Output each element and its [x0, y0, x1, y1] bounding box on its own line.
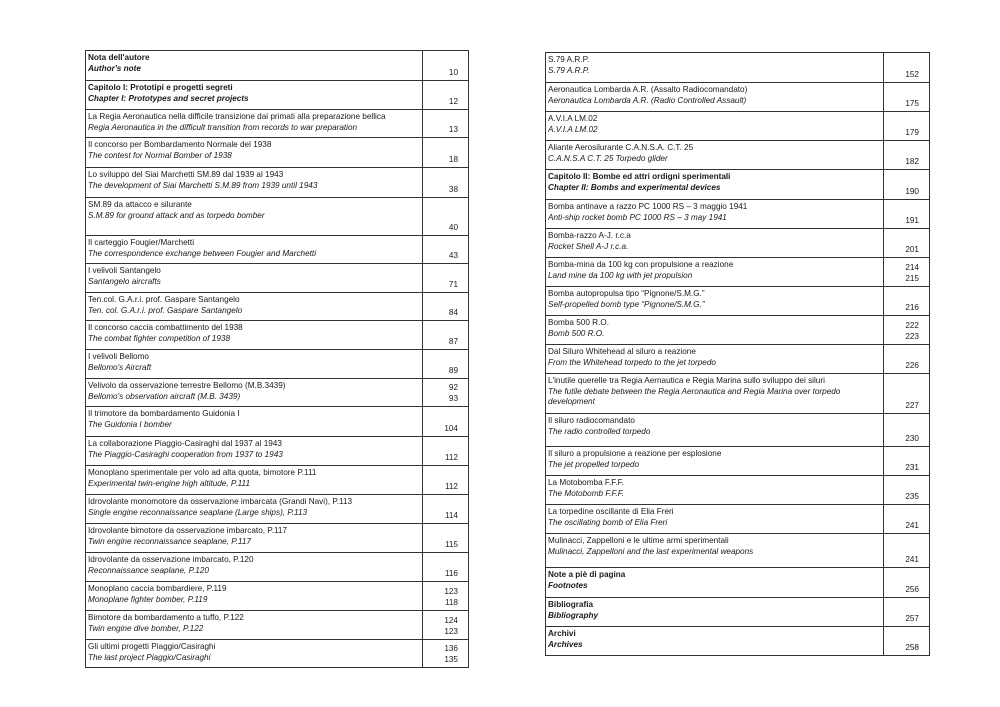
entry-title-italian: Bomba-razzo A-J. r.c.a — [548, 231, 631, 240]
entry-title-english: Chapter I: Prototypes and secret projects — [88, 93, 249, 103]
toc-table-left — [85, 50, 469, 668]
page-number: 18 — [448, 154, 458, 164]
toc-entry — [546, 374, 930, 414]
entry-title-english: Monoplane fighter bomber, P.119 — [88, 594, 208, 604]
entry-title-english: Author's note — [88, 63, 141, 73]
entry-title-english: S.79 A.R.P. — [548, 65, 590, 75]
page-number: 223 — [905, 331, 919, 341]
page-number-cell — [423, 293, 469, 321]
entry-title-cell — [86, 495, 423, 524]
entry-title-cell — [546, 505, 884, 534]
entry-title-english: Archives — [548, 639, 583, 649]
entry-title-italian: SM.89 da attacco e silurante — [88, 200, 192, 209]
page-number-cell — [884, 345, 930, 374]
toc-entry — [86, 110, 469, 138]
entry-title-italian: Bomba-mina da 100 kg con propulsione a reazione — [548, 260, 734, 269]
entry-title-italian: Capitolo II: Bombe ed attri ordigni sperimentali — [548, 172, 731, 181]
entry-title-italian: Capitolo I: Prototipi e progetti segreti — [88, 83, 233, 92]
entry-title-italian: Gli ultimi progetti Piaggio/Casiraghi — [88, 642, 216, 651]
page-number: 123 — [444, 587, 458, 596]
toc-entry — [86, 407, 469, 437]
toc-entry — [546, 476, 930, 505]
page-number: 112 — [444, 452, 458, 462]
entry-title-english: Self-propelled bomb type “Pignone/S.M.G.” — [548, 299, 705, 309]
page-number-cell — [423, 81, 469, 110]
entry-title-cell — [546, 83, 884, 112]
page-number-cell — [423, 582, 469, 611]
toc-entry — [546, 627, 930, 656]
page-number: 123 — [444, 626, 458, 636]
page-number: 216 — [905, 302, 919, 312]
page-number-cell — [423, 466, 469, 495]
page-number: 201 — [905, 244, 919, 254]
entry-title-english: Experimental twin-engine high altitude, P.111 — [88, 478, 251, 488]
entry-title-cell — [546, 447, 884, 476]
entry-title-cell — [546, 568, 884, 598]
page-number-cell — [423, 350, 469, 379]
page-number-cell — [423, 379, 469, 407]
toc-entry — [86, 168, 469, 198]
entry-title-cell — [546, 345, 884, 374]
page-number: 93 — [448, 393, 458, 403]
page-number: 71 — [448, 279, 458, 289]
entry-title-cell — [86, 407, 423, 437]
page-number-cell — [423, 110, 469, 138]
entry-title-cell — [86, 640, 423, 668]
entry-title-italian: A.V.I.A LM.02 — [548, 114, 598, 123]
entry-title-english: Land mine da 100 kg with jet propulsion — [548, 270, 693, 280]
toc-entry — [86, 379, 469, 407]
entry-title-italian: Aeronautica Lombarda A.R. (Assalto Radiocomandato) — [548, 85, 748, 94]
entry-title-cell — [86, 582, 423, 611]
entry-title-english: The futile debate between the Regia Aeronautica and Regia Marina over torpedo development — [548, 386, 841, 406]
page-number-cell — [423, 495, 469, 524]
entry-title-english: The radio controlled torpedo — [548, 426, 651, 436]
page-number-cell — [884, 170, 930, 200]
page-number-cell — [884, 374, 930, 414]
toc-entry — [86, 138, 469, 168]
page-number-cell — [884, 53, 930, 83]
page-number: 136 — [444, 644, 458, 653]
page-number-cell — [423, 321, 469, 350]
entry-title-italian: S.79 A.R.P. — [548, 55, 590, 64]
entry-title-italian: L'inutile querelle tra Regia Aernautica e Regia Marina sullo sviluppo dei siluri — [548, 376, 825, 385]
toc-entry — [86, 495, 469, 524]
entry-title-english: From the Whitehead torpedo to the jet torpedo — [548, 357, 716, 367]
entry-title-cell — [546, 287, 884, 316]
page-number-cell — [423, 611, 469, 640]
entry-title-english: The Piaggio-Casiraghi cooperation from 1937 to 1943 — [88, 449, 283, 459]
page-number-cell — [884, 598, 930, 627]
entry-title-english: Reconnaissance seaplane, P.120 — [88, 565, 209, 575]
entry-title-cell — [546, 476, 884, 505]
entry-title-cell — [86, 350, 423, 379]
entry-title-english: The oscillating bomb of Elia Freri — [548, 517, 668, 527]
entry-title-english: A.V.I.A LM.02 — [548, 124, 598, 134]
entry-title-english: The Guidonia I bomber — [88, 419, 172, 429]
toc-entry — [86, 611, 469, 640]
page-number: 152 — [905, 69, 919, 79]
entry-title-english: Single engine reconnaissance seaplane (Large ships), P.113 — [88, 507, 308, 517]
entry-title-english: Ten. col. G.A.r.i. prof. Gaspare Santangelo — [88, 305, 243, 315]
page-number: 227 — [905, 400, 919, 410]
page-number-cell — [423, 236, 469, 264]
entry-title-english: Twin engine dive bomber, P.122 — [88, 623, 204, 633]
entry-title-english: The development of Siai Marchetti S.M.89 from 1939 until 1943 — [88, 180, 318, 190]
entry-title-italian: Idrovolante da osservazione imbarcato, P.120 — [88, 555, 254, 564]
entry-title-cell — [86, 293, 423, 321]
entry-title-italian: Lo sviluppo del Siai Marchetti SM.89 dal 1939 al 1943 — [88, 170, 284, 179]
entry-title-italian: Velivolo da osservazione terrestre Bellomo (M.B.3439) — [88, 381, 286, 390]
entry-title-cell — [546, 627, 884, 656]
page-number: 258 — [905, 642, 919, 652]
page-number: 92 — [448, 383, 458, 392]
page-number: 84 — [448, 307, 458, 317]
toc-entry — [86, 321, 469, 350]
entry-title-english: Twin engine reconnaissance seaplane, P.117 — [88, 536, 251, 546]
entry-title-italian: Archivi — [548, 629, 576, 638]
page-number: 191 — [905, 215, 919, 225]
entry-title-cell — [546, 53, 884, 83]
page-number-cell — [423, 407, 469, 437]
entry-title-english: Bellomo's observation aircraft (M.B. 3439) — [88, 391, 241, 401]
toc-entry — [86, 81, 469, 110]
entry-title-italian: Mulinacci, Zappelloni e le ultime armi sperimentali — [548, 536, 729, 545]
entry-title-italian: Monoplano caccia bombardiere, P.119 — [88, 584, 227, 593]
entry-title-italian: Note a piè di pagina — [548, 570, 626, 579]
page-number-cell — [884, 505, 930, 534]
page-number: 124 — [444, 616, 458, 625]
page-number: 256 — [905, 584, 919, 594]
entry-title-cell — [86, 321, 423, 350]
entry-title-italian: Il carteggio Fougier/Marchetti — [88, 238, 195, 247]
page-number: 222 — [905, 321, 919, 330]
page-number-cell — [884, 258, 930, 287]
entry-title-cell — [86, 466, 423, 495]
entry-title-cell — [546, 170, 884, 200]
page-number-cell — [884, 316, 930, 345]
page-number-cell — [423, 437, 469, 466]
entry-title-italian: La Regia Aeronautica nella difficile transizione dai primati alla preparazione bellica — [88, 112, 386, 121]
page-number-cell — [884, 414, 930, 447]
entry-title-italian: Il concorso per Bombardamento Normale del 1938 — [88, 140, 272, 149]
page-number: 13 — [448, 124, 458, 134]
toc-entry — [546, 316, 930, 345]
entry-title-italian: Bimotore da bombardamento a tuffo, P.122 — [88, 613, 244, 622]
entry-title-english: The combat fighter competition of 1938 — [88, 333, 230, 343]
toc-entry — [546, 83, 930, 112]
page-number: 87 — [448, 336, 458, 346]
page-number: 112 — [444, 481, 458, 491]
entry-title-cell — [546, 414, 884, 447]
entry-title-cell — [86, 138, 423, 168]
entry-title-italian: Nota dell'autore — [88, 53, 150, 62]
entry-title-italian: Idrovolante monomotore da osservazione imbarcata (Grandi Navi), P.113 — [88, 497, 353, 506]
toc-entry — [546, 447, 930, 476]
page-number: 40 — [448, 222, 458, 232]
entry-title-english: Bibliography — [548, 610, 599, 620]
entry-title-cell — [86, 437, 423, 466]
page-number-cell — [884, 229, 930, 258]
entry-title-cell — [86, 379, 423, 407]
page-number-cell — [884, 112, 930, 141]
page-number-cell — [884, 141, 930, 170]
toc-entry — [546, 505, 930, 534]
entry-title-english: Bomb 500 R.O. — [548, 328, 605, 338]
entry-title-italian: Bomba antinave a razzo PC 1000 RS – 3 maggio 1941 — [548, 202, 748, 211]
page-number: 214 — [905, 263, 919, 272]
page-number: 135 — [444, 654, 458, 664]
entry-title-italian: Il trimotore da bombardamento Guidonia I — [88, 409, 240, 418]
page-number: 226 — [905, 360, 919, 370]
entry-title-english: C.A.N.S.A C.T. 25 Torpedo glider — [548, 153, 668, 163]
toc-entry — [86, 236, 469, 264]
entry-title-english: Footnotes — [548, 580, 588, 590]
toc-entry — [546, 141, 930, 170]
page-number: 235 — [905, 491, 919, 501]
page-number: 12 — [448, 96, 458, 106]
toc-entry — [86, 198, 469, 236]
page-number: 118 — [444, 597, 458, 607]
entry-title-cell — [86, 81, 423, 110]
page-number: 190 — [905, 186, 919, 196]
entry-title-cell — [86, 236, 423, 264]
entry-title-italian: I velivoli Bellomo — [88, 352, 149, 361]
page-number-cell — [423, 524, 469, 553]
page-number-cell — [884, 627, 930, 656]
entry-title-italian: Ten.col. G.A.r.i. prof. Gaspare Santangelo — [88, 295, 240, 304]
entry-title-english: Santangelo aircrafts — [88, 276, 161, 286]
entry-title-english: The Motobomb F.F.F. — [548, 488, 624, 498]
toc-entry — [546, 598, 930, 627]
entry-title-cell — [546, 534, 884, 568]
page-number-cell — [884, 83, 930, 112]
toc-entry — [86, 350, 469, 379]
toc-entry — [546, 229, 930, 258]
page-number-cell — [423, 168, 469, 198]
entry-title-english: The correspondence exchange between Fougier and Marchetti — [88, 248, 317, 258]
toc-entry — [86, 524, 469, 553]
page-number-cell — [884, 200, 930, 229]
toc-entry — [86, 51, 469, 81]
entry-title-cell — [86, 198, 423, 236]
toc-entry — [86, 640, 469, 668]
entry-title-cell — [86, 524, 423, 553]
entry-title-cell — [86, 264, 423, 293]
page-number: 43 — [448, 250, 458, 260]
toc-entry — [546, 345, 930, 374]
entry-title-italian: Aliante Aerosilurante C.A.N.S.A. C.T. 25 — [548, 143, 694, 152]
toc-entry — [546, 414, 930, 447]
page-number: 10 — [448, 67, 458, 77]
page-number-cell — [423, 264, 469, 293]
page-number: 89 — [448, 365, 458, 375]
entry-title-cell — [86, 110, 423, 138]
page-number: 114 — [444, 510, 458, 520]
entry-title-italian: Monoplano sperimentale per volo ad alta quota, bimotore P.111 — [88, 468, 317, 477]
entry-title-cell — [86, 611, 423, 640]
entry-title-english: The jet propelled torpedo — [548, 459, 640, 469]
entry-title-italian: Bomba autopropulsa tipo “Pignone/S.M.G.” — [548, 289, 705, 298]
toc-table-right — [545, 52, 930, 656]
page-number: 231 — [905, 462, 919, 472]
page-number-cell — [884, 534, 930, 568]
toc-entry — [86, 264, 469, 293]
entry-title-italian: La Motobomba F.F.F. — [548, 478, 624, 487]
page-number-cell — [423, 138, 469, 168]
entry-title-english: The last project Piaggio/Casiraghi — [88, 652, 211, 662]
page-number-cell — [423, 640, 469, 668]
entry-title-cell — [546, 200, 884, 229]
toc-entry — [546, 287, 930, 316]
entry-title-italian: Bibliografia — [548, 600, 594, 609]
toc-entry — [86, 293, 469, 321]
entry-title-cell — [546, 112, 884, 141]
page-number: 230 — [905, 433, 919, 443]
entry-title-english: The contest for Normal Bomber of 1938 — [88, 150, 232, 160]
entry-title-english: Bellomo's Aircraft — [88, 362, 152, 372]
entry-title-cell — [86, 168, 423, 198]
entry-title-english: Regia Aeronautica in the difficult transition from records to war preparation — [88, 122, 358, 132]
page-number-cell — [884, 447, 930, 476]
entry-title-english: Aeronautica Lombarda A.R. (Radio Controlled Assault) — [548, 95, 747, 105]
page-number: 115 — [444, 539, 458, 549]
entry-title-cell — [86, 51, 423, 81]
entry-title-cell — [546, 229, 884, 258]
toc-entry — [86, 437, 469, 466]
toc-entry — [546, 170, 930, 200]
entry-title-italian: La collaborazione Piaggio-Casiraghi dal 1937 al 1943 — [88, 439, 282, 448]
page-number: 104 — [444, 423, 458, 433]
toc-entry — [546, 112, 930, 141]
entry-title-cell — [546, 316, 884, 345]
entry-title-italian: Il concorso caccia combattimento del 1938 — [88, 323, 243, 332]
page-number-cell — [423, 553, 469, 582]
entry-title-english: Rocket Shell A-J r.c.a. — [548, 241, 629, 251]
page-number: 257 — [905, 613, 919, 623]
page-number-cell — [423, 198, 469, 236]
page-number: 175 — [905, 98, 919, 108]
entry-title-italian: I velivoli Santangelo — [88, 266, 161, 275]
entry-title-english: Chapter II: Bombs and experimental devices — [548, 182, 721, 192]
entry-title-italian: La torpedine oscillante di Elia Freri — [548, 507, 674, 516]
page-number-cell — [423, 51, 469, 81]
entry-title-italian: Idrovolante bimotore da osservazione imbarcato, P.117 — [88, 526, 288, 535]
toc-entry — [86, 553, 469, 582]
toc-entry — [546, 568, 930, 598]
entry-title-cell — [546, 141, 884, 170]
page-number: 179 — [905, 127, 919, 137]
page-number: 241 — [905, 520, 919, 530]
toc-entry — [86, 466, 469, 495]
page-number: 215 — [905, 273, 919, 283]
page-number-cell — [884, 287, 930, 316]
toc-entry — [546, 534, 930, 568]
toc-entry — [546, 258, 930, 287]
page-number: 182 — [905, 156, 919, 166]
entry-title-english: S.M.89 for ground attack and as torpedo bomber — [88, 210, 265, 220]
entry-title-cell — [546, 258, 884, 287]
entry-title-italian: Il siluro radiocomandato — [548, 416, 635, 425]
entry-title-cell — [546, 598, 884, 627]
page-number: 116 — [444, 568, 458, 578]
entry-title-cell — [546, 374, 884, 414]
page-number: 241 — [905, 554, 919, 564]
page-number-cell — [884, 476, 930, 505]
toc-entry — [546, 200, 930, 229]
entry-title-cell — [86, 553, 423, 582]
entry-title-english: Anti-ship rocket bomb PC 1000 RS – 3 may 1941 — [548, 212, 727, 222]
page-number-cell — [884, 568, 930, 598]
entry-title-italian: Il siluro a propulsione a reazione per esplosione — [548, 449, 722, 458]
entry-title-italian: Dal Siluro Whitehead al siluro a reazione — [548, 347, 696, 356]
toc-entry — [546, 53, 930, 83]
entry-title-english: Mulinacci, Zappelloni and the last experimental weapons — [548, 546, 754, 556]
toc-entry — [86, 582, 469, 611]
page-number: 38 — [448, 184, 458, 194]
entry-title-italian: Bomba 500 R.O. — [548, 318, 609, 327]
